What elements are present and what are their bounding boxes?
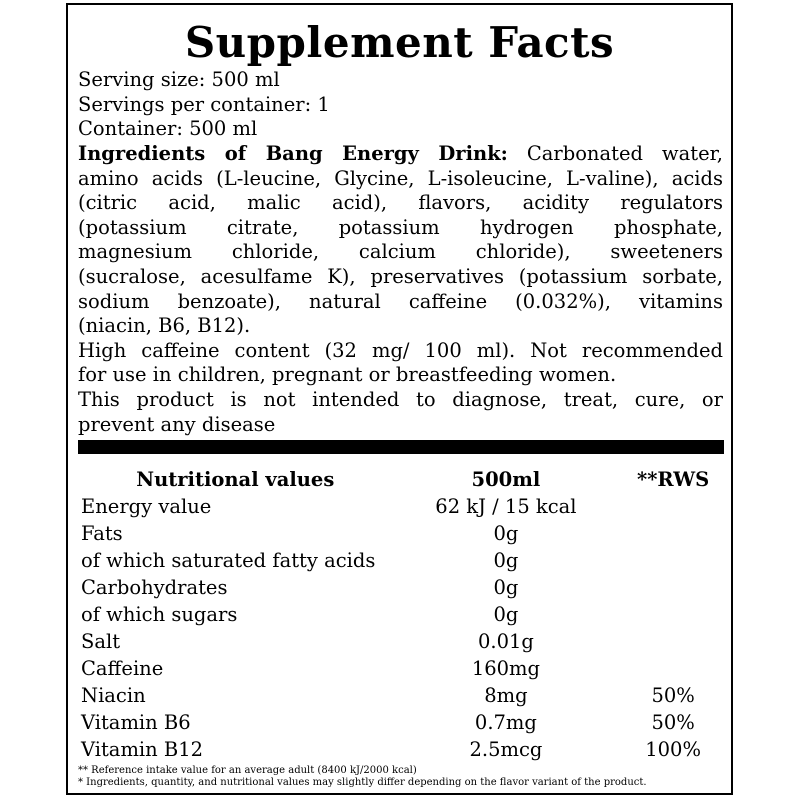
nutrient-rws: [622, 574, 724, 601]
table-header-row: [78, 466, 724, 493]
nutrient-amount: 0.7mg: [474, 711, 537, 734]
nutrient-amount: 160mg: [471, 657, 541, 680]
nutrient-name: Carbohydrates: [81, 576, 228, 599]
nutrition-table: [78, 466, 724, 763]
nutrient-amount: 0g: [493, 603, 519, 626]
ingredients-line: (potassium citrate, potassium hydrogen phosphate,: [78, 215, 723, 239]
nutrient-amount: 2.5mcg: [469, 738, 543, 761]
table-row: [78, 601, 724, 628]
nutrient-name: Vitamin B12: [81, 738, 204, 761]
serving-size: Serving size: 500 ml: [78, 68, 280, 91]
ingredients-line: (sucralose, acesulfame K), preservatives (potassium sorbate,: [78, 264, 723, 288]
table-row: [78, 628, 724, 655]
container-size: Container: 500 ml: [78, 117, 258, 141]
nutrient-name: Salt: [81, 630, 121, 653]
header-rws: **RWS: [637, 468, 710, 491]
nutrient-name: Vitamin B6: [81, 711, 191, 734]
nutrient-amount: 62 kJ / 15 kcal: [435, 495, 577, 518]
table-row: [78, 709, 724, 736]
nutrient-rws: [622, 547, 724, 574]
nutrient-amount: 0g: [493, 522, 519, 545]
ingredients-label: Ingredients of Bang Energy Drink:: [78, 142, 508, 165]
nutrient-amount: 0.01g: [477, 630, 534, 653]
table-row: [78, 547, 724, 574]
footnote-rws: ** Reference intake value for an average adult (8400 kJ/2000 kcal): [78, 765, 417, 776]
nutrient-amount: 8mg: [484, 684, 528, 707]
table-row: [78, 520, 724, 547]
footnotes: [78, 765, 723, 789]
label-title: Supplement Facts: [184, 18, 615, 67]
nutrient-rws: [622, 520, 724, 547]
nutrient-name: of which saturated fatty acids: [81, 549, 376, 572]
table-row: [78, 574, 724, 601]
supplement-facts-label: [66, 3, 733, 795]
warning-line: for use in children, pregnant or breastfeeding women.: [78, 363, 617, 387]
table-row: [78, 493, 724, 520]
nutrient-rws: 100%: [645, 738, 701, 761]
nutrient-name: Fats: [81, 522, 123, 545]
ingredients-line: magnesium chloride, calcium chloride), sweeteners: [78, 240, 723, 264]
table-row: [78, 736, 724, 763]
disclaimer-line: This product is not intended to diagnose, treat, cure, or: [78, 387, 723, 411]
nutrient-amount: 0g: [493, 549, 519, 572]
warning-line: High caffeine content (32 mg/ 100 ml). Not recommended: [78, 338, 723, 362]
footnote-variant: * Ingredients, quantity, and nutritional values may slightly differ depending on the flavor variant of the product.: [78, 777, 647, 788]
nutrient-rws: [622, 628, 724, 655]
ingredients-line: (niacin, B6, B12).: [78, 314, 251, 338]
nutrient-name: of which sugars: [81, 603, 238, 626]
servings-per-container: Servings per container: 1: [78, 92, 330, 116]
disclaimer-line: prevent any disease: [78, 412, 276, 436]
nutrient-rws: [622, 655, 724, 682]
ingredients-block: [78, 142, 723, 437]
ingredients-line-1-text: Carbonated water,: [507, 142, 723, 165]
ingredients-line: sodium benzoate), natural caffeine (0.032%), vitamins: [78, 289, 723, 313]
ingredients-line: (citric acid, malic acid), flavors, acidity regulators: [78, 191, 723, 215]
divider-bar: [78, 440, 724, 454]
header-serving: 500ml: [471, 468, 541, 491]
header-nutritional-values: Nutritional values: [136, 468, 335, 491]
nutrient-rws: [622, 493, 724, 520]
nutrient-rws: 50%: [651, 684, 695, 707]
nutrient-amount: 0g: [493, 576, 519, 599]
nutrient-rws: 50%: [651, 711, 695, 734]
table-row: [78, 655, 724, 682]
ingredients-line: amino acids (L-leucine, Glycine, L-isoleucine, L-valine), acids: [78, 166, 723, 190]
nutrient-name: Niacin: [81, 684, 146, 707]
nutrient-name: Caffeine: [81, 657, 164, 680]
table-row: [78, 682, 724, 709]
nutrient-name: Energy value: [81, 495, 212, 518]
ingredients-line-1: [78, 142, 723, 167]
nutrient-rws: [622, 601, 724, 628]
serving-info: [78, 68, 723, 142]
